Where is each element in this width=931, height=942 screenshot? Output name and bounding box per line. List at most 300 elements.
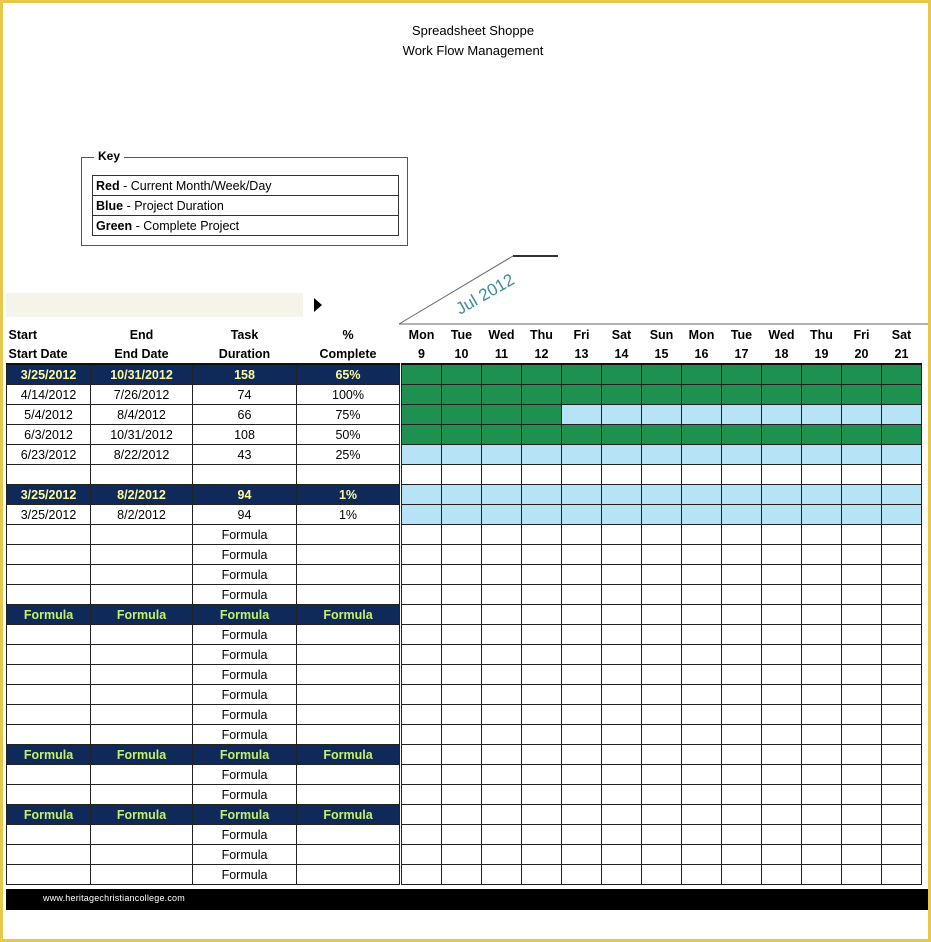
cell-end[interactable] — [91, 665, 193, 685]
cell-complete[interactable]: 50% — [297, 425, 400, 445]
timeline-cell[interactable] — [802, 565, 842, 585]
timeline-cell[interactable] — [722, 405, 762, 425]
timeline-cell[interactable] — [682, 405, 722, 425]
timeline-cell[interactable] — [522, 805, 562, 825]
timeline-cell[interactable] — [522, 825, 562, 845]
timeline-cell[interactable] — [802, 605, 842, 625]
timeline-cell[interactable] — [682, 805, 722, 825]
timeline-cell[interactable] — [882, 785, 922, 805]
timeline-cell[interactable] — [562, 385, 602, 405]
cell-end[interactable] — [91, 705, 193, 725]
timeline-cell[interactable] — [442, 364, 482, 385]
timeline-cell[interactable] — [402, 865, 442, 885]
timeline-cell[interactable] — [642, 425, 682, 445]
timeline-cell[interactable] — [402, 705, 442, 725]
timeline-cell[interactable] — [522, 505, 562, 525]
timeline-cell[interactable] — [562, 645, 602, 665]
timeline-cell[interactable] — [442, 765, 482, 785]
timeline-cell[interactable] — [882, 665, 922, 685]
timeline-cell[interactable] — [482, 525, 522, 545]
timeline-cell[interactable] — [842, 685, 882, 705]
timeline-cell[interactable] — [642, 725, 682, 745]
timeline-cell[interactable] — [762, 665, 802, 685]
timeline-cell[interactable] — [562, 405, 602, 425]
timeline-cell[interactable] — [842, 805, 882, 825]
timeline-cell[interactable] — [802, 585, 842, 605]
timeline-cell[interactable] — [762, 445, 802, 465]
timeline-cell[interactable] — [602, 645, 642, 665]
timeline-cell[interactable] — [562, 725, 602, 745]
timeline-cell[interactable] — [762, 465, 802, 485]
timeline-cell[interactable] — [682, 865, 722, 885]
timeline-cell[interactable] — [482, 505, 522, 525]
timeline-cell[interactable] — [602, 625, 642, 645]
timeline-cell[interactable] — [682, 825, 722, 845]
timeline-cell[interactable] — [802, 685, 842, 705]
cell-duration[interactable]: Formula — [193, 625, 297, 645]
timeline-cell[interactable] — [842, 465, 882, 485]
timeline-cell[interactable] — [882, 485, 922, 505]
cell-end[interactable] — [91, 845, 193, 865]
cell-end[interactable] — [91, 825, 193, 845]
timeline-cell[interactable] — [442, 725, 482, 745]
cell-start[interactable] — [7, 785, 91, 805]
timeline-cell[interactable] — [722, 565, 762, 585]
timeline-cell[interactable] — [602, 364, 642, 385]
timeline-cell[interactable] — [802, 785, 842, 805]
timeline-cell[interactable] — [722, 785, 762, 805]
timeline-cell[interactable] — [522, 705, 562, 725]
timeline-cell[interactable] — [482, 585, 522, 605]
timeline-cell[interactable] — [442, 685, 482, 705]
cell-end[interactable] — [91, 765, 193, 785]
timeline-cell[interactable] — [722, 505, 762, 525]
timeline-cell[interactable] — [682, 545, 722, 565]
timeline-cell[interactable] — [442, 785, 482, 805]
timeline-cell[interactable] — [682, 705, 722, 725]
timeline-cell[interactable] — [602, 525, 642, 545]
timeline-cell[interactable] — [482, 485, 522, 505]
timeline-cell[interactable] — [442, 705, 482, 725]
timeline-cell[interactable] — [882, 765, 922, 785]
timeline-cell[interactable] — [642, 785, 682, 805]
timeline-cell[interactable] — [802, 445, 842, 465]
timeline-cell[interactable] — [562, 865, 602, 885]
timeline-cell[interactable] — [722, 805, 762, 825]
cell-end[interactable] — [91, 585, 193, 605]
timeline-cell[interactable] — [882, 825, 922, 845]
cell-end[interactable]: 8/22/2012 — [91, 445, 193, 465]
timeline-cell[interactable] — [402, 805, 442, 825]
timeline-cell[interactable] — [562, 685, 602, 705]
timeline-cell[interactable] — [402, 364, 442, 385]
timeline-cell[interactable] — [522, 565, 562, 585]
timeline-cell[interactable] — [882, 545, 922, 565]
timeline-cell[interactable] — [642, 665, 682, 685]
timeline-cell[interactable] — [842, 645, 882, 665]
timeline-cell[interactable] — [802, 805, 842, 825]
timeline-cell[interactable] — [522, 865, 562, 885]
timeline-cell[interactable] — [562, 825, 602, 845]
cell-duration[interactable]: 74 — [193, 385, 297, 405]
cell-duration[interactable]: 158 — [193, 364, 297, 385]
timeline-cell[interactable] — [602, 385, 642, 405]
cell-start[interactable] — [7, 725, 91, 745]
timeline-cell[interactable] — [562, 565, 602, 585]
timeline-cell[interactable] — [402, 665, 442, 685]
timeline-cell[interactable] — [642, 845, 682, 865]
timeline-cell[interactable] — [562, 585, 602, 605]
timeline-cell[interactable] — [562, 605, 602, 625]
cell-duration[interactable]: 43 — [193, 445, 297, 465]
timeline-cell[interactable] — [482, 765, 522, 785]
cell-start[interactable] — [7, 565, 91, 585]
timeline-cell[interactable] — [562, 445, 602, 465]
timeline-cell[interactable] — [802, 745, 842, 765]
cell-start[interactable] — [7, 625, 91, 645]
cell-duration[interactable]: Formula — [193, 525, 297, 545]
timeline-cell[interactable] — [642, 405, 682, 425]
cell-duration[interactable]: Formula — [193, 745, 297, 765]
timeline-cell[interactable] — [522, 405, 562, 425]
timeline-cell[interactable] — [682, 465, 722, 485]
timeline-cell[interactable] — [722, 665, 762, 685]
timeline-cell[interactable] — [482, 565, 522, 585]
timeline-cell[interactable] — [762, 545, 802, 565]
timeline-cell[interactable] — [402, 725, 442, 745]
cell-start[interactable]: 3/25/2012 — [7, 364, 91, 385]
timeline-cell[interactable] — [482, 725, 522, 745]
cell-end[interactable] — [91, 625, 193, 645]
timeline-cell[interactable] — [722, 445, 762, 465]
timeline-cell[interactable] — [522, 665, 562, 685]
timeline-cell[interactable] — [682, 565, 722, 585]
timeline-cell[interactable] — [722, 685, 762, 705]
timeline-cell[interactable] — [642, 605, 682, 625]
timeline-cell[interactable] — [762, 385, 802, 405]
timeline-cell[interactable] — [602, 825, 642, 845]
timeline-cell[interactable] — [522, 685, 562, 705]
timeline-cell[interactable] — [602, 865, 642, 885]
timeline-cell[interactable] — [402, 685, 442, 705]
timeline-cell[interactable] — [802, 545, 842, 565]
cell-duration[interactable]: Formula — [193, 725, 297, 745]
timeline-cell[interactable] — [682, 425, 722, 445]
timeline-cell[interactable] — [762, 645, 802, 665]
cell-duration[interactable]: Formula — [193, 765, 297, 785]
timeline-cell[interactable] — [602, 765, 642, 785]
timeline-cell[interactable] — [682, 725, 722, 745]
timeline-cell[interactable] — [562, 665, 602, 685]
timeline-cell[interactable] — [642, 825, 682, 845]
cell-duration[interactable]: 66 — [193, 405, 297, 425]
timeline-cell[interactable] — [602, 745, 642, 765]
timeline-cell[interactable] — [682, 665, 722, 685]
timeline-cell[interactable] — [802, 364, 842, 385]
timeline-cell[interactable] — [602, 685, 642, 705]
cell-complete[interactable] — [297, 565, 400, 585]
cell-complete[interactable] — [297, 465, 400, 485]
timeline-cell[interactable] — [522, 645, 562, 665]
cell-complete[interactable] — [297, 825, 400, 845]
timeline-cell[interactable] — [762, 485, 802, 505]
timeline-cell[interactable] — [642, 865, 682, 885]
timeline-cell[interactable] — [682, 625, 722, 645]
timeline-cell[interactable] — [642, 565, 682, 585]
timeline-cell[interactable] — [762, 745, 802, 765]
timeline-cell[interactable] — [842, 565, 882, 585]
timeline-cell[interactable] — [802, 725, 842, 745]
timeline-cell[interactable] — [602, 445, 642, 465]
cell-duration[interactable]: Formula — [193, 865, 297, 885]
timeline-cell[interactable] — [842, 605, 882, 625]
timeline-cell[interactable] — [762, 585, 802, 605]
cell-complete[interactable]: 1% — [297, 505, 400, 525]
timeline-cell[interactable] — [442, 505, 482, 525]
timeline-cell[interactable] — [522, 605, 562, 625]
timeline-cell[interactable] — [562, 745, 602, 765]
timeline-cell[interactable] — [602, 725, 642, 745]
timeline-cell[interactable] — [522, 725, 562, 745]
cell-duration[interactable]: Formula — [193, 705, 297, 725]
timeline-cell[interactable] — [722, 485, 762, 505]
timeline-cell[interactable] — [642, 645, 682, 665]
cell-start[interactable]: Formula — [7, 805, 91, 825]
cell-complete[interactable] — [297, 645, 400, 665]
timeline-cell[interactable] — [722, 525, 762, 545]
timeline-cell[interactable] — [882, 565, 922, 585]
cell-start[interactable] — [7, 665, 91, 685]
timeline-cell[interactable] — [402, 385, 442, 405]
timeline-cell[interactable] — [482, 705, 522, 725]
timeline-cell[interactable] — [482, 545, 522, 565]
timeline-cell[interactable] — [522, 745, 562, 765]
timeline-cell[interactable] — [402, 525, 442, 545]
cell-start[interactable] — [7, 845, 91, 865]
timeline-cell[interactable] — [882, 445, 922, 465]
timeline-cell[interactable] — [842, 425, 882, 445]
timeline-cell[interactable] — [842, 725, 882, 745]
timeline-cell[interactable] — [402, 565, 442, 585]
cell-end[interactable] — [91, 725, 193, 745]
timeline-cell[interactable] — [442, 645, 482, 665]
timeline-cell[interactable] — [602, 545, 642, 565]
timeline-cell[interactable] — [682, 845, 722, 865]
timeline-cell[interactable] — [882, 525, 922, 545]
timeline-cell[interactable] — [682, 385, 722, 405]
timeline-cell[interactable] — [722, 585, 762, 605]
timeline-cell[interactable] — [642, 505, 682, 525]
timeline-cell[interactable] — [442, 605, 482, 625]
timeline-cell[interactable] — [722, 725, 762, 745]
timeline-cell[interactable] — [722, 545, 762, 565]
timeline-cell[interactable] — [802, 385, 842, 405]
timeline-cell[interactable] — [842, 665, 882, 685]
timeline-cell[interactable] — [682, 525, 722, 545]
timeline-cell[interactable] — [522, 625, 562, 645]
cell-start[interactable]: 6/3/2012 — [7, 425, 91, 445]
timeline-cell[interactable] — [482, 645, 522, 665]
timeline-cell[interactable] — [762, 705, 802, 725]
timeline-cell[interactable] — [482, 445, 522, 465]
timeline-cell[interactable] — [882, 625, 922, 645]
cell-start[interactable] — [7, 765, 91, 785]
timeline-cell[interactable] — [602, 405, 642, 425]
cell-complete[interactable]: 25% — [297, 445, 400, 465]
timeline-cell[interactable] — [442, 845, 482, 865]
cell-complete[interactable] — [297, 765, 400, 785]
input-bar[interactable] — [6, 293, 303, 317]
timeline-cell[interactable] — [682, 605, 722, 625]
timeline-cell[interactable] — [562, 364, 602, 385]
cell-complete[interactable] — [297, 625, 400, 645]
timeline-cell[interactable] — [562, 485, 602, 505]
cell-complete[interactable]: Formula — [297, 605, 400, 625]
timeline-cell[interactable] — [682, 685, 722, 705]
timeline-cell[interactable] — [762, 825, 802, 845]
timeline-cell[interactable] — [842, 865, 882, 885]
timeline-cell[interactable] — [562, 785, 602, 805]
timeline-cell[interactable] — [602, 565, 642, 585]
cell-complete[interactable] — [297, 665, 400, 685]
timeline-cell[interactable] — [562, 505, 602, 525]
timeline-cell[interactable] — [562, 845, 602, 865]
cell-end[interactable] — [91, 465, 193, 485]
timeline-cell[interactable] — [562, 545, 602, 565]
timeline-cell[interactable] — [442, 465, 482, 485]
timeline-cell[interactable] — [602, 705, 642, 725]
timeline-cell[interactable] — [802, 865, 842, 885]
timeline-cell[interactable] — [442, 405, 482, 425]
timeline-cell[interactable] — [882, 405, 922, 425]
timeline-cell[interactable] — [722, 845, 762, 865]
timeline-cell[interactable] — [762, 405, 802, 425]
timeline-cell[interactable] — [802, 405, 842, 425]
timeline-cell[interactable] — [402, 465, 442, 485]
timeline-cell[interactable] — [722, 865, 762, 885]
timeline-cell[interactable] — [442, 445, 482, 465]
timeline-cell[interactable] — [882, 705, 922, 725]
timeline-cell[interactable] — [802, 665, 842, 685]
timeline-cell[interactable] — [842, 585, 882, 605]
timeline-cell[interactable] — [522, 485, 562, 505]
cell-complete[interactable] — [297, 725, 400, 745]
cell-end[interactable]: Formula — [91, 605, 193, 625]
timeline-cell[interactable] — [762, 425, 802, 445]
timeline-cell[interactable] — [522, 845, 562, 865]
timeline-cell[interactable] — [722, 825, 762, 845]
timeline-cell[interactable] — [882, 385, 922, 405]
timeline-cell[interactable] — [482, 805, 522, 825]
timeline-cell[interactable] — [682, 585, 722, 605]
timeline-cell[interactable] — [522, 765, 562, 785]
timeline-cell[interactable] — [882, 364, 922, 385]
timeline-cell[interactable] — [802, 465, 842, 485]
timeline-cell[interactable] — [482, 625, 522, 645]
play-arrow-icon[interactable] — [314, 298, 322, 312]
cell-end[interactable] — [91, 645, 193, 665]
timeline-cell[interactable] — [442, 385, 482, 405]
timeline-cell[interactable] — [722, 765, 762, 785]
timeline-cell[interactable] — [602, 465, 642, 485]
timeline-cell[interactable] — [402, 605, 442, 625]
timeline-cell[interactable] — [882, 845, 922, 865]
cell-end[interactable] — [91, 785, 193, 805]
timeline-cell[interactable] — [682, 745, 722, 765]
cell-duration[interactable]: Formula — [193, 785, 297, 805]
timeline-cell[interactable] — [442, 665, 482, 685]
timeline-cell[interactable] — [762, 625, 802, 645]
timeline-cell[interactable] — [842, 845, 882, 865]
cell-end[interactable] — [91, 685, 193, 705]
timeline-cell[interactable] — [722, 705, 762, 725]
timeline-cell[interactable] — [482, 364, 522, 385]
cell-duration[interactable]: Formula — [193, 685, 297, 705]
timeline-cell[interactable] — [402, 785, 442, 805]
timeline-cell[interactable] — [882, 745, 922, 765]
timeline-cell[interactable] — [482, 865, 522, 885]
timeline-cell[interactable] — [842, 625, 882, 645]
timeline-cell[interactable] — [442, 565, 482, 585]
timeline-cell[interactable] — [442, 805, 482, 825]
timeline-cell[interactable] — [842, 745, 882, 765]
cell-start[interactable] — [7, 685, 91, 705]
timeline-cell[interactable] — [402, 425, 442, 445]
timeline-cell[interactable] — [762, 505, 802, 525]
timeline-cell[interactable] — [682, 645, 722, 665]
timeline-cell[interactable] — [562, 465, 602, 485]
timeline-cell[interactable] — [442, 525, 482, 545]
timeline-cell[interactable] — [642, 364, 682, 385]
timeline-cell[interactable] — [882, 805, 922, 825]
timeline-cell[interactable] — [842, 405, 882, 425]
timeline-cell[interactable] — [642, 745, 682, 765]
timeline-cell[interactable] — [682, 364, 722, 385]
timeline-cell[interactable] — [842, 525, 882, 545]
timeline-cell[interactable] — [722, 745, 762, 765]
timeline-cell[interactable] — [882, 425, 922, 445]
cell-complete[interactable]: Formula — [297, 745, 400, 765]
timeline-cell[interactable] — [722, 364, 762, 385]
timeline-cell[interactable] — [722, 425, 762, 445]
timeline-cell[interactable] — [842, 765, 882, 785]
timeline-cell[interactable] — [762, 785, 802, 805]
cell-duration[interactable]: 94 — [193, 505, 297, 525]
cell-duration[interactable] — [193, 465, 297, 485]
timeline-cell[interactable] — [882, 585, 922, 605]
timeline-cell[interactable] — [642, 625, 682, 645]
timeline-cell[interactable] — [842, 385, 882, 405]
timeline-cell[interactable] — [762, 605, 802, 625]
timeline-cell[interactable] — [402, 745, 442, 765]
timeline-cell[interactable] — [722, 385, 762, 405]
timeline-cell[interactable] — [642, 805, 682, 825]
cell-duration[interactable]: Formula — [193, 605, 297, 625]
timeline-cell[interactable] — [842, 705, 882, 725]
timeline-cell[interactable] — [682, 485, 722, 505]
cell-end[interactable]: 7/26/2012 — [91, 385, 193, 405]
cell-complete[interactable] — [297, 685, 400, 705]
timeline-cell[interactable] — [522, 445, 562, 465]
timeline-cell[interactable] — [882, 685, 922, 705]
timeline-cell[interactable] — [602, 425, 642, 445]
timeline-cell[interactable] — [642, 685, 682, 705]
cell-complete[interactable] — [297, 705, 400, 725]
timeline-cell[interactable] — [802, 485, 842, 505]
timeline-cell[interactable] — [842, 545, 882, 565]
cell-start[interactable]: 5/4/2012 — [7, 405, 91, 425]
timeline-cell[interactable] — [482, 665, 522, 685]
